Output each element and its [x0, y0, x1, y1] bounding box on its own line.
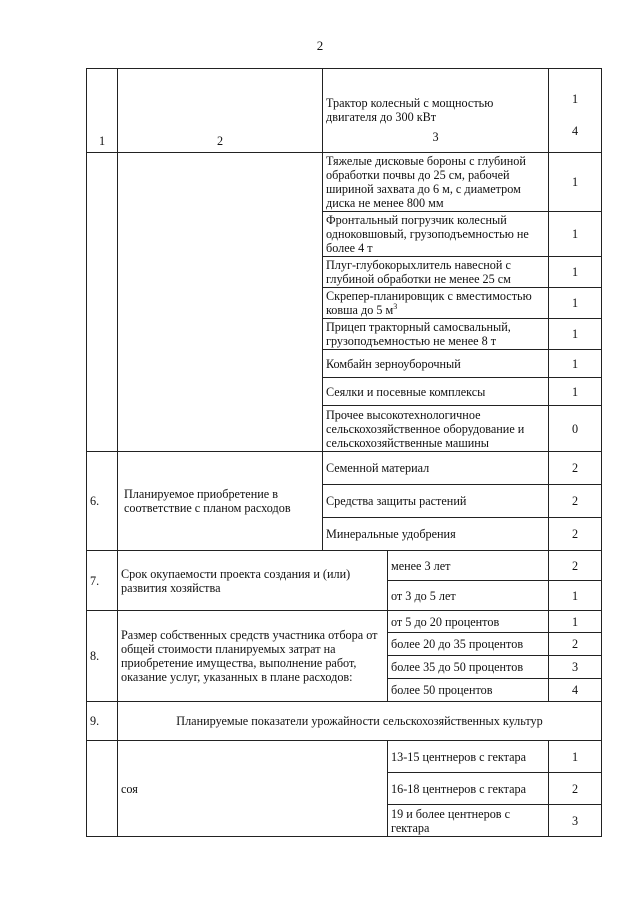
- section-6-score: 2: [549, 518, 602, 551]
- section-6-item: Средства защиты растений: [323, 485, 549, 518]
- section-8-item: более 50 процентов: [388, 679, 549, 702]
- header-col-4-number: 4: [571, 123, 579, 138]
- header-col-4: [549, 69, 602, 153]
- equipment-num-cell: [87, 153, 118, 452]
- equipment-name-cell: [323, 288, 549, 319]
- equipment-score: 1: [549, 319, 602, 350]
- section-9-title: Планируемые показатели урожайности сельскохозяйственных культур: [118, 702, 602, 741]
- equipment-row: [87, 153, 602, 212]
- section-6-item: Минеральные удобрения: [323, 518, 549, 551]
- section-6-item: Семенной материал: [323, 452, 549, 485]
- equipment-title-cell: [118, 153, 323, 452]
- section-7-score: 1: [549, 581, 602, 611]
- section-6-score: 2: [549, 452, 602, 485]
- tractor-label: Трактор колесный с мощностью двигателя до 300 кВт: [326, 95, 494, 124]
- section-7-item: менее 3 лет: [388, 551, 549, 581]
- criteria-table: [86, 68, 602, 837]
- soy-item: 16-18 центнеров с гектара: [388, 773, 549, 805]
- soy-row: [87, 741, 602, 773]
- equipment-score: 1: [549, 212, 602, 257]
- section-8-item: более 35 до 50 процентов: [388, 656, 549, 679]
- equipment-score: 1: [549, 288, 602, 319]
- soy-score: 3: [549, 805, 602, 837]
- header-col-3-number: 3: [432, 129, 439, 144]
- section-8-title: Размер собственных средств участника отбора от общей стоимости планируемых затрат на приобретение имущества, выполнение работ, оказание услуг, указанных в плане расходов:: [118, 611, 388, 702]
- equipment-score: 1: [549, 257, 602, 288]
- section-6-score: 2: [549, 485, 602, 518]
- section-8-number: 8.: [87, 611, 118, 702]
- section-8-item: более 20 до 35 процентов: [388, 633, 549, 656]
- soy-number-cell: [87, 741, 118, 837]
- section-9-row: [87, 702, 602, 741]
- equipment-score: 1: [549, 153, 602, 212]
- section-7-number: 7.: [87, 551, 118, 611]
- equipment-name: Сеялки и посевные комплексы: [323, 378, 549, 406]
- section-8-score: 3: [549, 656, 602, 679]
- soy-crop: соя: [118, 741, 388, 837]
- section-7-item: от 3 до 5 лет: [388, 581, 549, 611]
- section-7-row: [87, 551, 602, 581]
- tractor-score: 1: [571, 91, 579, 106]
- section-9-number: 9.: [87, 702, 118, 741]
- section-8-row: [87, 611, 602, 633]
- header-row: [87, 69, 602, 153]
- equipment-name: Плуг-глубокорыхлитель навесной с глубиной обработки не менее 25 см: [323, 257, 549, 288]
- equipment-name: Тяжелые дисковые бороны с глубиной обработки почвы до 25 см, рабочей шириной захвата до 6 м, с диаметром диска не менее 800 мм: [323, 153, 549, 212]
- header-col-2: 2: [118, 69, 323, 153]
- section-6-row: [87, 452, 602, 485]
- soy-item: 13-15 центнеров с гектара: [388, 741, 549, 773]
- section-6-number: 6.: [87, 452, 118, 551]
- soy-item: 19 и более центнеров с гектара: [388, 805, 549, 837]
- equipment-name: Прочее высокотехнологичное сельскохозяйственное оборудование и сельскохозяйственные машины: [323, 406, 549, 452]
- header-col-3: [323, 69, 549, 153]
- section-7-score: 2: [549, 551, 602, 581]
- equipment-name: Фронтальный погрузчик колесный одноковшовый, грузоподъемностью не более 4 т: [323, 212, 549, 257]
- equipment-score: 1: [549, 378, 602, 406]
- equipment-name: Скрепер-планировщик с вместимостью ковша до 5 м: [326, 289, 532, 317]
- equipment-name: Прицеп тракторный самосвальный, грузоподъемностью не менее 8 т: [323, 319, 549, 350]
- equipment-score: 0: [549, 406, 602, 452]
- soy-score: 2: [549, 773, 602, 805]
- soy-score: 1: [549, 741, 602, 773]
- equipment-name: Комбайн зерноуборочный: [323, 350, 549, 378]
- section-8-item: от 5 до 20 процентов: [388, 611, 549, 633]
- header-col-1: 1: [87, 69, 118, 153]
- equipment-name-superscript: 3: [393, 301, 398, 311]
- page-number: 2: [316, 38, 324, 53]
- section-6-title: Планируемое приобретение в соответствие с планом расходов: [118, 452, 323, 551]
- section-8-score: 4: [549, 679, 602, 702]
- section-8-score: 1: [549, 611, 602, 633]
- section-8-score: 2: [549, 633, 602, 656]
- equipment-score: 1: [549, 350, 602, 378]
- section-7-title: Срок окупаемости проекта создания и (или) развития хозяйства: [118, 551, 388, 611]
